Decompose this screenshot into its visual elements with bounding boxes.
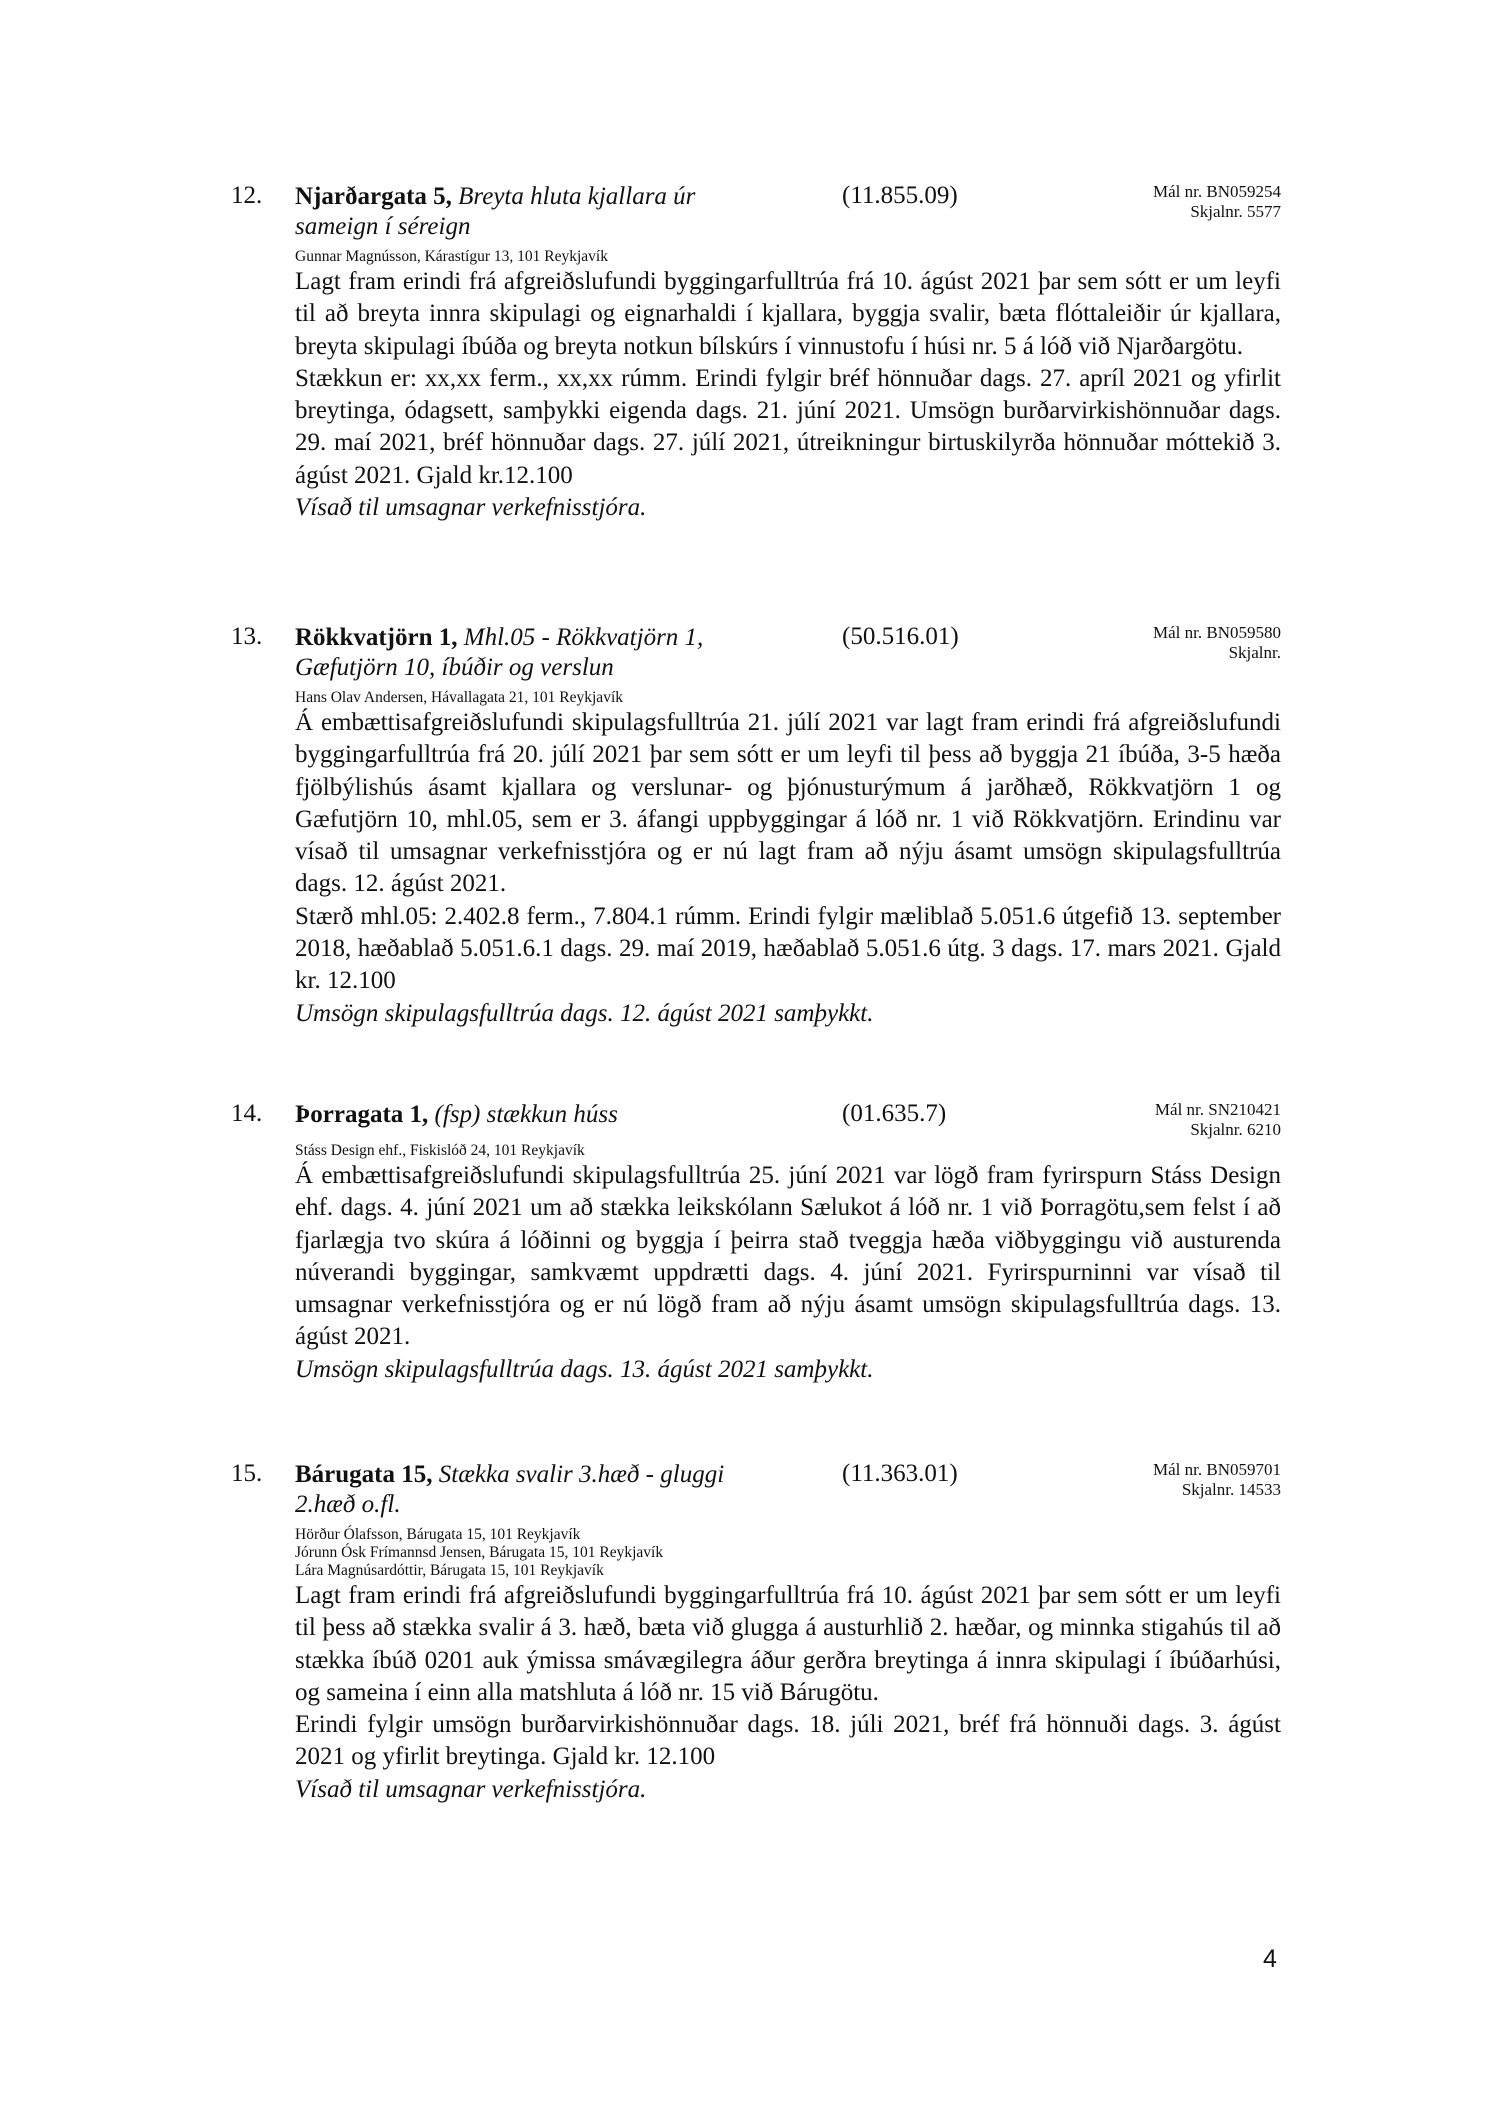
applicant: Gunnar Magnússon, Kárastígur 13, 101 Reykjavík	[295, 248, 608, 265]
paragraph: Stærð mhl.05: 2.402.8 ferm., 7.804.1 rúmm. Erindi fylgir mæliblað 5.051.6 útgefið 13. september 2018, hæðablað 5.051.6.1 dags. 29. maí 2019, hæðablað 5.051.6 útg. 3 dags. 17. mars 2021. Gjald kr. 12.100	[295, 902, 1281, 995]
case-reference	[1155, 1100, 1281, 1140]
case-body	[295, 1526, 1281, 1806]
case-subject: Breyta hluta kjallara úr sameign í séreign	[295, 183, 696, 240]
case-reference	[1153, 623, 1281, 663]
skjal-nr: Skjalnr. 6210	[1190, 1120, 1281, 1139]
applicant: Hans Olav Andersen, Hávallagata 21, 101 Reykjavík	[295, 689, 623, 706]
case-body	[295, 689, 1281, 1030]
skjal-nr: Skjalnr. 14533	[1181, 1480, 1281, 1499]
paragraph: Á embættisafgreiðslufundi skipulagsfulltrúa 21. júlí 2021 var lagt fram erindi frá afgreiðslufundi byggingarfulltrúa frá 20. júlí 2021 þar sem sótt er um leyfi til þess að byggja 21 íbúða, 3-5 hæða fjölbýlishús ásamt kjallara og verslunar- og þjónusturýmum á jarðhæð, Rökkvatjörn 1 og Gæfutjörn 10, mhl.05, sem er 3. áfangi uppbyggingar á lóð nr. 1 við Rökkvatjörn. Erindinu var vísað til umsagnar verkefnisstjóra og er nú lagt fram að nýju ásamt umsögn skipulagsfulltrúa dags. 12. ágúst 2021.	[295, 709, 1281, 898]
land-number: (01.635.7)	[842, 1100, 947, 1127]
address: Þorragata 1,	[295, 1101, 429, 1128]
case-title	[295, 1100, 765, 1130]
conclusion: Vísað til umsagnar verkefnisstjóra.	[295, 1775, 647, 1803]
mal-nr: Mál nr. BN059701	[1153, 1460, 1281, 1479]
page-number: 4	[1263, 1945, 1277, 1973]
applicant: Hörður Ólafsson, Bárugata 15, 101 Reykjavík	[295, 1526, 581, 1543]
skjal-nr: Skjalnr. 5577	[1190, 202, 1281, 221]
case-subject: (fsp) stækkun húss	[434, 1101, 618, 1128]
land-number: (50.516.01)	[842, 623, 959, 650]
case-reference	[1153, 1460, 1281, 1500]
land-number: (11.363.01)	[842, 1460, 958, 1487]
address: Bárugata 15,	[295, 1461, 433, 1488]
paragraph: Lagt fram erindi frá afgreiðslufundi byggingarfulltrúa frá 10. ágúst 2021 þar sem sótt er um leyfi til þess að stækka svalir á 3. hæð, bæta við glugga á austurhlið 2. hæðar, og minnka stigahús til að stækka íbúð 0201 auk ýmissa smávægilegra áður gerðra breytinga á innra skipulagi í íbúðarhúsi, og sameina í einn alla matshluta á lóð nr. 15 við Bárugötu.	[295, 1582, 1281, 1706]
applicant: Lára Magnúsardóttir, Bárugata 15, 101 Reykjavík	[295, 1562, 604, 1579]
address: Rökkvatjörn 1,	[295, 624, 458, 651]
land-number: (11.855.09)	[842, 182, 958, 209]
conclusion: Vísað til umsagnar verkefnisstjóra.	[295, 494, 647, 522]
paragraph: Stækkun er: xx,xx ferm., xx,xx rúmm. Erindi fylgir bréf hönnuðar dags. 27. apríl 2021 og yfirlit breytinga, ódagsett, samþykki eigenda dags. 21. júní 2021. Umsögn burðarvirkishönnuðar dags. 29. maí 2021, bréf hönnuðar dags. 27. júlí 2021, útreikningur birtuskilyrða hönnuðar móttekið 3. ágúst 2021. Gjald kr.12.100	[295, 364, 1281, 489]
mal-nr: Mál nr. BN059254	[1153, 182, 1281, 201]
conclusion: Umsögn skipulagsfulltrúa dags. 13. ágúst 2021 samþykkt.	[295, 1355, 874, 1383]
paragraph: Lagt fram erindi frá afgreiðslufundi byggingarfulltrúa frá 10. ágúst 2021 þar sem sótt er um leyfi til að breyta innra skipulagi og eignarhaldi í kjallara, byggja svalir, bæta flóttaleiðir úr kjallara, breyta skipulagi íbúða og breyta notkun bílskúrs í vinnustofu í húsi nr. 5 á lóð við Njarðargötu.	[295, 268, 1281, 360]
paragraph: Á embættisafgreiðslufundi skipulagsfulltrúa 25. júní 2021 var lögð fram fyrirspurn Stáss Design ehf. dags. 4. júní 2021 um að stækka leikskólann Sælukot á lóð nr. 1 við Þorragötu,sem felst í að fjarlægja tvo skúra á lóðinni og byggja í þeirra stað tveggja hæða viðbyggingu við austurenda núverandi byggingar, samkvæmt uppdrætti dags. 4. júní 2021. Fyrirspurninni var vísað til umsagnar verkefnisstjóra og er nú lögð fram að nýju ásamt umsögn skipulagsfulltrúa dags. 13. ágúst 2021.	[295, 1162, 1281, 1351]
mal-nr: Mál nr. BN059580	[1153, 623, 1281, 642]
case-number: 13.	[231, 623, 263, 650]
case-number: 15.	[231, 1460, 263, 1487]
applicant: Stáss Design ehf., Fiskislóð 24, 101 Reykjavík	[295, 1142, 585, 1159]
case-subject: Stækka svalir 3.hæð - gluggi 2.hæð o.fl.	[295, 1461, 725, 1518]
case-reference	[1153, 182, 1281, 222]
case-body	[295, 248, 1281, 524]
address: Njarðargata 5,	[295, 183, 452, 210]
case-number: 14.	[231, 1100, 263, 1127]
paragraph: Erindi fylgir umsögn burðarvirkishönnuðar dags. 18. júli 2021, bréf frá hönnuði dags. 3. ágúst 2021 og yfirlit breytinga. Gjald kr. 12.100	[295, 1711, 1281, 1771]
skjal-nr: Skjalnr.	[1228, 643, 1281, 662]
mal-nr: Mál nr. SN210421	[1154, 1100, 1281, 1119]
applicant: Jórunn Ósk Frímannsd Jensen, Bárugata 15, 101 Reykjavík	[295, 1544, 664, 1561]
case-title	[295, 623, 765, 683]
case-number: 12.	[231, 182, 263, 209]
case-subject: Mhl.05 - Rökkvatjörn 1, Gæfutjörn 10, íbúðir og verslun	[295, 624, 704, 681]
conclusion: Umsögn skipulagsfulltrúa dags. 12. ágúst 2021 samþykkt.	[295, 999, 874, 1027]
case-title	[295, 1460, 765, 1520]
case-body	[295, 1142, 1281, 1386]
case-title	[295, 182, 765, 242]
